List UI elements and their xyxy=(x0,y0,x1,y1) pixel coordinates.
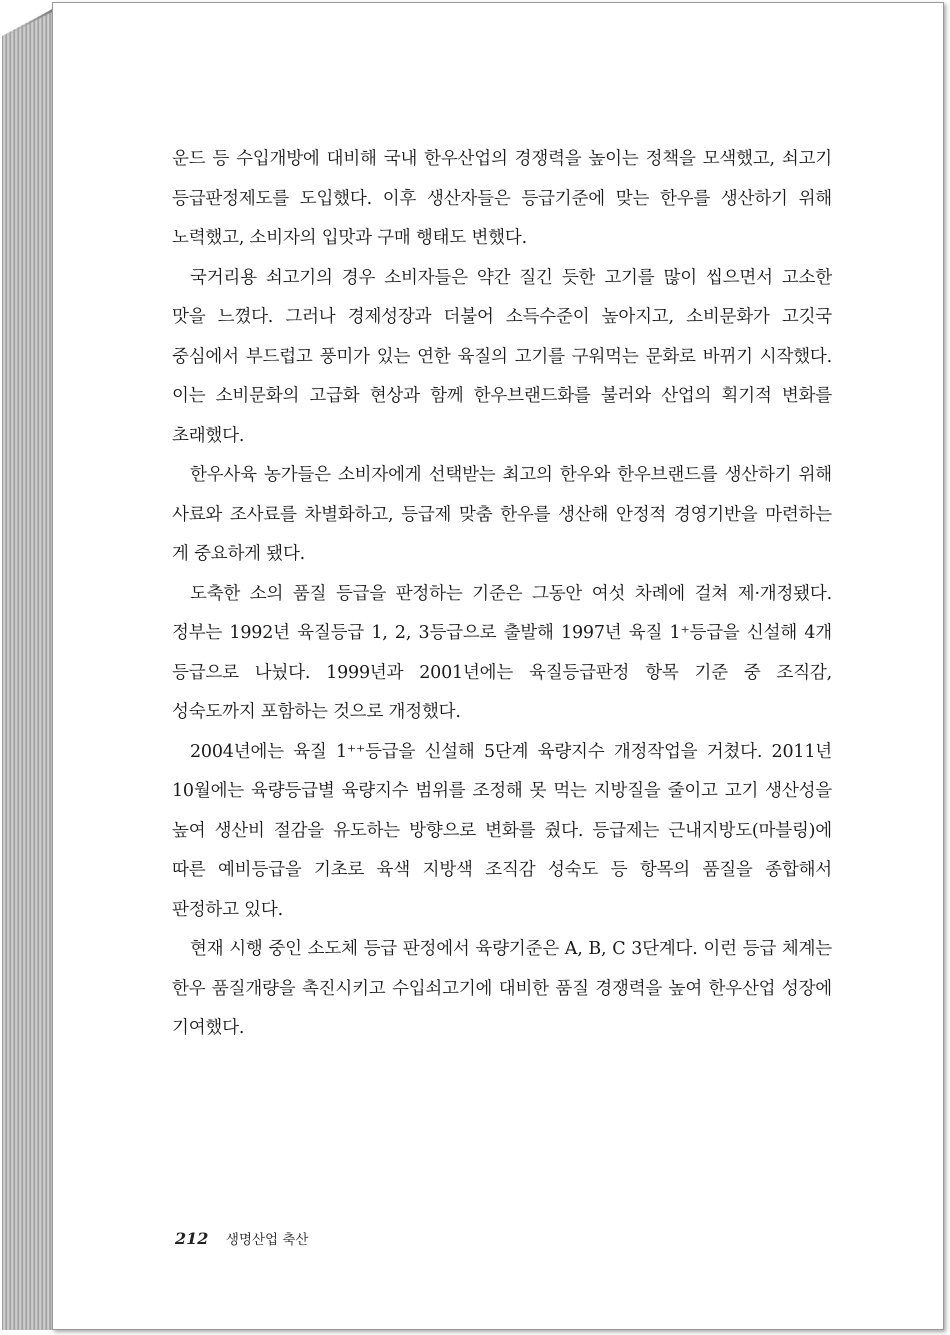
paragraph: 한우사육 농가들은 소비자에게 선택받는 최고의 한우와 한우브랜드를 생산하기 위해 사료와 조사료를 차별화하고, 등급제 맞춤 한우를 생산해 안정적 경영기반을 마련하는 게 중요하게 됐다. xyxy=(172,465,832,564)
page-footer xyxy=(175,1228,308,1249)
paragraph: 2004년에는 육질 1⁺⁺등급을 신설해 5단계 육량지수 개정작업을 거쳤다. 2011년 10월에는 육량등급별 육량지수 범위를 조정해 못 먹는 지방질을 줄이고 고기 생산성을 높여 생산비 절감을 유도하는 방향으로 변화를 줬다. 등급제는 근내지방도(마블링)에 따른 예비등급을 기초로 육색 지방색 조직감 성숙도 등 항목의 품질을 종합해서 판정하고 있다. xyxy=(172,741,832,920)
page-number: 212 xyxy=(175,1229,209,1248)
paragraph: 현재 시행 중인 소도체 등급 판정에서 육량기준은 A, B, C 3단계다. 이런 등급 체계는 한우 품질개량을 촉진시키고 수입쇠고기에 대비한 품질 경쟁력을 높여 한우산업 성장에 기여했다. xyxy=(172,939,832,1038)
page-edges xyxy=(2,8,54,1330)
paragraph: 국거리용 쇠고기의 경우 소비자들은 약간 질긴 듯한 고기를 많이 씹으면서 고소한 맛을 느꼈다. 그러나 경제성장과 더불어 소득수준이 높아지고, 소비문화가 고깃국 중심에서 부드럽고 풍미가 있는 연한 육질의 고기를 구워먹는 문화로 바뀌기 시작했다. 이는 소비문화의 고급화 현상과 함께 한우브랜드화를 불러와 산업의 획기적 변화를 초래했다. xyxy=(172,267,832,446)
running-title: 생명산업 축산 xyxy=(225,1232,309,1248)
page-body xyxy=(172,140,832,1049)
paragraph: 도축한 소의 품질 등급을 판정하는 기준은 그동안 여섯 차례에 걸쳐 제·개정됐다. 정부는 1992년 육질등급 1, 2, 3등급으로 출발해 1997년 육질 1⁺등급을 신설해 4개 등급으로 나눴다. 1999년과 2001년에는 육질등급판정 항목 기준 중 조직감, 성숙도까지 포함하는 것으로 개정했다. xyxy=(172,583,832,722)
paragraph: 운드 등 수입개방에 대비해 국내 한우산업의 경쟁력을 높이는 정책을 모색했고, 쇠고기 등급판정제도를 도입했다. 이후 생산자들은 등급기준에 맞는 한우를 생산하기 위해 노력했고, 소비자의 입맛과 구매 행태도 변했다. xyxy=(172,149,832,248)
